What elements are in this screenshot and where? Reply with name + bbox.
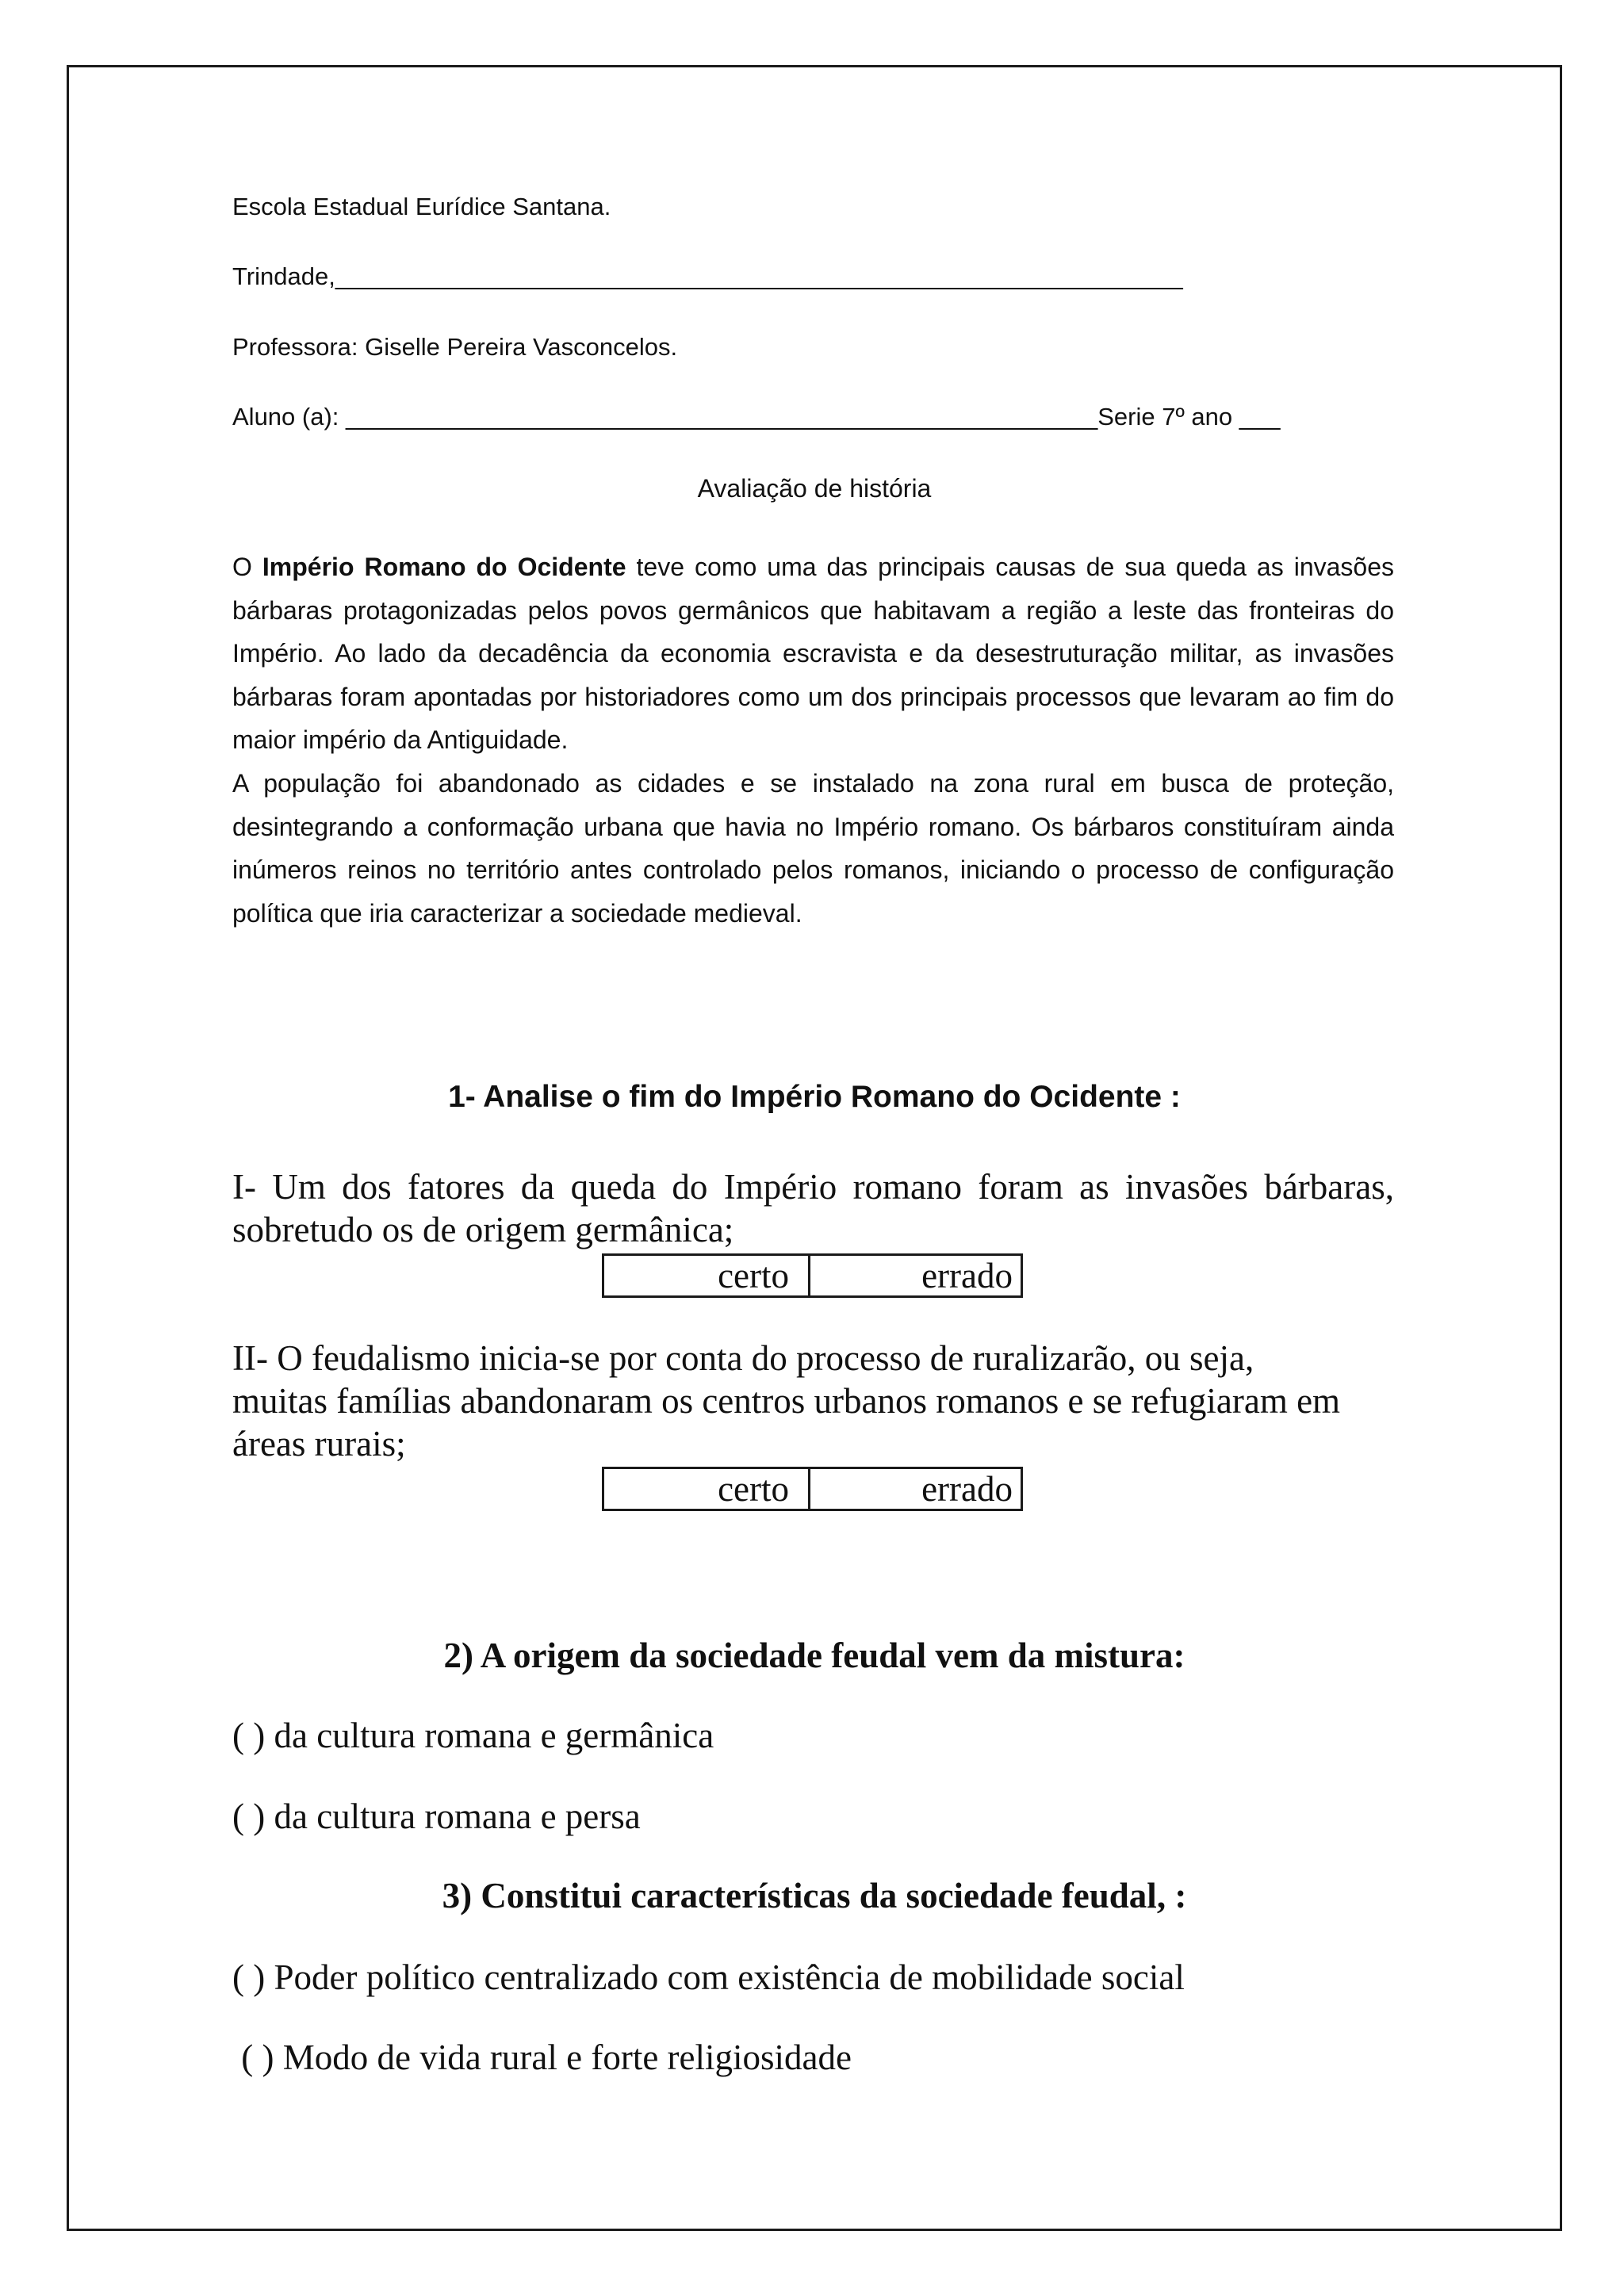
student-line: Aluno (a): _______________________________________________________Serie 7º ano ___ (232, 403, 1281, 430)
q2-option-2[interactable]: ( ) da cultura romana e persa (232, 1797, 641, 1836)
intro-paragraph-2: A população foi abandonado as cidades e se instalado na zona rural em busca de proteção, desintegrando a conformação urbana que havia no Império romano. Os bárbaros constituíram ainda inúmeros reinos no território antes controlado pelos romanos, iniciando o processo de configuração política que iria caracterizar a sociedade medieval. (232, 768, 1394, 928)
q1-option-certo-1[interactable]: certo (604, 1256, 810, 1295)
q1-answer-box-2 (602, 1467, 1023, 1511)
q3-option-1[interactable]: ( ) Poder político centralizado com existência de mobilidade social (232, 1957, 1185, 1997)
q1-option-errado-1[interactable]: errado (921, 1256, 1013, 1295)
school-name: Escola Estadual Eurídice Santana. (232, 193, 611, 220)
q2-option-1[interactable]: ( ) da cultura romana e germânica (232, 1716, 714, 1755)
q1-statement-2-line-1: II- O feudalismo inicia-se por conta do processo de ruralizarão, ou seja, (232, 1338, 1254, 1378)
q1-answer-box-1 (602, 1253, 1023, 1298)
q1-statement-2-line-2: muitas famílias abandonaram os centros urbanos romanos e se refugiaram em (232, 1381, 1341, 1421)
q1-option-errado-2[interactable]: errado (921, 1469, 1013, 1509)
p1-bold-term: Império Romano do Ocidente (262, 553, 626, 581)
question-1-heading: 1- Analise o fim do Império Romano do Ocidente : (448, 1080, 1181, 1114)
page-title: Avaliação de história (697, 474, 932, 503)
q3-option-2[interactable]: ( ) Modo de vida rural e forte religiosidade (232, 2038, 852, 2077)
q1-statement-2-line-3: áreas rurais; (232, 1424, 406, 1464)
teacher-name: Professora: Giselle Pereira Vasconcelos. (232, 333, 678, 361)
question-3-heading: 3) Constitui características da sociedade feudal, : (442, 1876, 1187, 1915)
city-date-line: Trindade,______________________________________________________________ (232, 262, 1183, 290)
p1-prefix: O (232, 553, 262, 581)
q1-option-certo-2[interactable]: certo (604, 1469, 810, 1509)
intro-text (232, 545, 1394, 935)
p1-rest: teve como uma das principais causas de sua queda as invasões bárbaras protagonizadas pelos povos germânicos que habitavam a região a leste das fronteiras do Império. Ao lado da decadência da economia escravista e da desestruturação militar, as invasões bárbaras foram apontadas por historiadores como um dos principais processos que levaram ao fim do maior império da Antiguidade. (232, 553, 1395, 755)
question-2-heading: 2) A origem da sociedade feudal vem da mistura: (443, 1636, 1185, 1675)
intro-paragraph-1 (232, 545, 1394, 762)
q1-statement-1: I- Um dos fatores da queda do Império romano foram as invasões bárbaras, sobretudo os de origem germânica; (232, 1167, 1394, 1249)
